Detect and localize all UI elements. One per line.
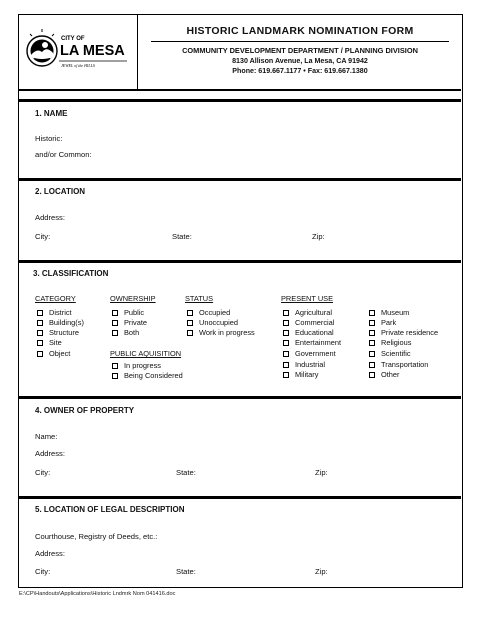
checkbox-icon[interactable]: [37, 351, 43, 357]
checkbox-military[interactable]: [283, 370, 318, 379]
present-use-heading: PRESENT USE: [281, 294, 334, 303]
checkbox-icon[interactable]: [187, 320, 193, 326]
checkbox-label: Building(s): [49, 318, 84, 327]
checkbox-label: Site: [49, 338, 62, 347]
section-location-title: 2. LOCATION: [35, 187, 86, 196]
file-path-footer: E:\CP\Handouts\Applications\Historic Lndmrk Nom 041416.doc: [19, 591, 176, 597]
checkbox-work-in-progress[interactable]: [187, 328, 255, 337]
legal-city-label: City:: [35, 567, 51, 576]
logo-tagline: JEWEL of the HILLS: [61, 63, 95, 68]
checkbox-label: In progress: [124, 361, 161, 370]
checkbox-icon[interactable]: [283, 320, 289, 326]
checkbox-label: Private residence: [381, 328, 439, 337]
checkbox-label: Public: [124, 308, 145, 317]
category-heading: CATEGORY: [35, 294, 76, 303]
location-zip-label: Zip:: [312, 232, 325, 241]
section-classification-title: 3. CLASSIFICATION: [33, 269, 109, 278]
checkbox-private-residence[interactable]: [369, 328, 438, 337]
courthouse-label: Courthouse, Registry of Deeds, etc.:: [35, 532, 158, 541]
checkbox-occupied[interactable]: [187, 308, 230, 317]
legal-state-label: State:: [176, 567, 196, 576]
checkbox-label: District: [49, 308, 72, 317]
legal-address-label: Address:: [35, 549, 65, 558]
checkbox-in-progress[interactable]: [112, 361, 161, 370]
location-state-label: State:: [172, 232, 192, 241]
checkbox-site[interactable]: [37, 338, 62, 347]
checkbox-icon[interactable]: [187, 330, 193, 336]
logo-name: LA MESA: [60, 43, 125, 59]
checkbox-icon[interactable]: [283, 330, 289, 336]
checkbox-icon[interactable]: [369, 362, 375, 368]
checkbox-label: Transportation: [381, 360, 429, 369]
form-header: [19, 15, 461, 91]
title-divider: [151, 41, 449, 42]
status-heading: STATUS: [185, 294, 214, 303]
checkbox-icon[interactable]: [369, 351, 375, 357]
owner-zip-label: Zip:: [315, 468, 328, 477]
common-name-label: and/or Common:: [35, 150, 92, 159]
checkbox-both[interactable]: [112, 328, 139, 337]
la-mesa-logo-icon: [19, 15, 137, 89]
department-name: COMMUNITY DEVELOPMENT DEPARTMENT / PLANNING DIVISION: [182, 46, 418, 55]
public-acquisition-heading: PUBLIC AQUISITION: [110, 349, 182, 358]
checkbox-structure[interactable]: [37, 328, 79, 337]
checkbox-commercial[interactable]: [283, 318, 334, 327]
checkbox-object[interactable]: [37, 349, 70, 358]
checkbox-district[interactable]: [37, 308, 72, 317]
office-phone: Phone: 619.667.1177 • Fax: 619.667.1380: [232, 67, 368, 75]
checkbox-label: Commercial: [295, 318, 335, 327]
checkbox-label: Being Considered: [124, 371, 183, 380]
checkbox-private[interactable]: [112, 318, 147, 327]
city-logo: [19, 15, 138, 89]
section-divider: [19, 496, 461, 499]
checkbox-label: Other: [381, 370, 400, 379]
checkbox-being-considered[interactable]: [112, 371, 183, 380]
checkbox-icon[interactable]: [369, 310, 375, 316]
checkbox-agricultural[interactable]: [283, 308, 332, 317]
checkbox-museum[interactable]: [369, 308, 409, 317]
checkbox-icon[interactable]: [112, 330, 118, 336]
checkbox-other[interactable]: [369, 370, 399, 379]
legal-zip-label: Zip:: [315, 567, 328, 576]
checkbox-educational[interactable]: [283, 328, 334, 337]
section-divider: [19, 178, 461, 181]
office-address: 8130 Allison Avenue, La Mesa, CA 91942: [232, 57, 368, 65]
checkbox-label: Agricultural: [295, 308, 332, 317]
checkbox-icon[interactable]: [283, 362, 289, 368]
checkbox-label: Unoccupied: [199, 318, 239, 327]
historic-name-label: Historic:: [35, 134, 63, 143]
checkbox-icon[interactable]: [369, 320, 375, 326]
checkbox-icon[interactable]: [112, 363, 118, 369]
location-address-label: Address:: [35, 213, 65, 222]
checkbox-icon[interactable]: [283, 351, 289, 357]
checkbox-icon[interactable]: [187, 310, 193, 316]
checkbox-religious[interactable]: [369, 338, 411, 347]
checkbox-label: Park: [381, 318, 397, 327]
checkbox-icon[interactable]: [369, 340, 375, 346]
section-name-title: 1. NAME: [35, 109, 68, 118]
ownership-heading: OWNERSHIP: [110, 294, 156, 303]
checkbox-unoccupied[interactable]: [187, 318, 238, 327]
form-title: HISTORIC LANDMARK NOMINATION FORM: [186, 25, 414, 37]
checkbox-icon[interactable]: [37, 330, 43, 336]
checkbox-icon[interactable]: [369, 330, 375, 336]
checkbox-label: Scientific: [381, 349, 411, 358]
checkbox-government[interactable]: [283, 349, 336, 358]
checkbox-label: Government: [295, 349, 336, 358]
checkbox-label: Object: [49, 349, 71, 358]
checkbox-icon[interactable]: [369, 372, 375, 378]
owner-city-label: City:: [35, 468, 51, 477]
section-owner-title: 4. OWNER OF PROPERTY: [35, 406, 135, 415]
form-frame: [18, 14, 463, 588]
checkbox-scientific[interactable]: [369, 349, 411, 358]
checkbox-label: Occupied: [199, 308, 231, 317]
checkbox-icon[interactable]: [112, 373, 118, 379]
checkbox-label: Military: [295, 370, 319, 379]
checkbox-icon[interactable]: [37, 340, 43, 346]
logo-city-of: CITY OF: [61, 36, 85, 42]
section-divider: [19, 396, 461, 399]
header-text: [139, 15, 461, 89]
owner-state-label: State:: [176, 468, 196, 477]
checkbox-label: Work in progress: [199, 328, 255, 337]
checkbox-icon[interactable]: [112, 310, 118, 316]
checkbox-icon[interactable]: [112, 320, 118, 326]
checkbox-label: Entertainment: [295, 338, 342, 347]
checkbox-icon[interactable]: [37, 320, 43, 326]
checkbox-transportation[interactable]: [369, 360, 428, 369]
checkbox-label: Industrial: [295, 360, 325, 369]
section-divider: [19, 99, 461, 102]
checkbox-label: Both: [124, 328, 140, 337]
checkbox-icon[interactable]: [283, 340, 289, 346]
checkbox-label: Private: [124, 318, 148, 327]
checkbox-icon[interactable]: [283, 372, 289, 378]
checkbox-icon[interactable]: [283, 310, 289, 316]
checkbox-industrial[interactable]: [283, 360, 325, 369]
checkbox-icon[interactable]: [37, 310, 43, 316]
owner-name-label: Name:: [35, 432, 58, 441]
checkbox-label: Museum: [381, 308, 410, 317]
checkbox-buildings[interactable]: [37, 318, 84, 327]
checkbox-label: Religious: [381, 338, 412, 347]
checkbox-label: Structure: [49, 328, 79, 337]
checkbox-entertainment[interactable]: [283, 338, 341, 347]
owner-address-label: Address:: [35, 449, 65, 458]
checkbox-park[interactable]: [369, 318, 396, 327]
checkbox-public[interactable]: [112, 308, 144, 317]
section-legal-title: 5. LOCATION OF LEGAL DESCRIPTION: [35, 505, 185, 514]
section-divider: [19, 260, 461, 263]
location-city-label: City:: [35, 232, 51, 241]
checkbox-label: Educational: [295, 328, 334, 337]
